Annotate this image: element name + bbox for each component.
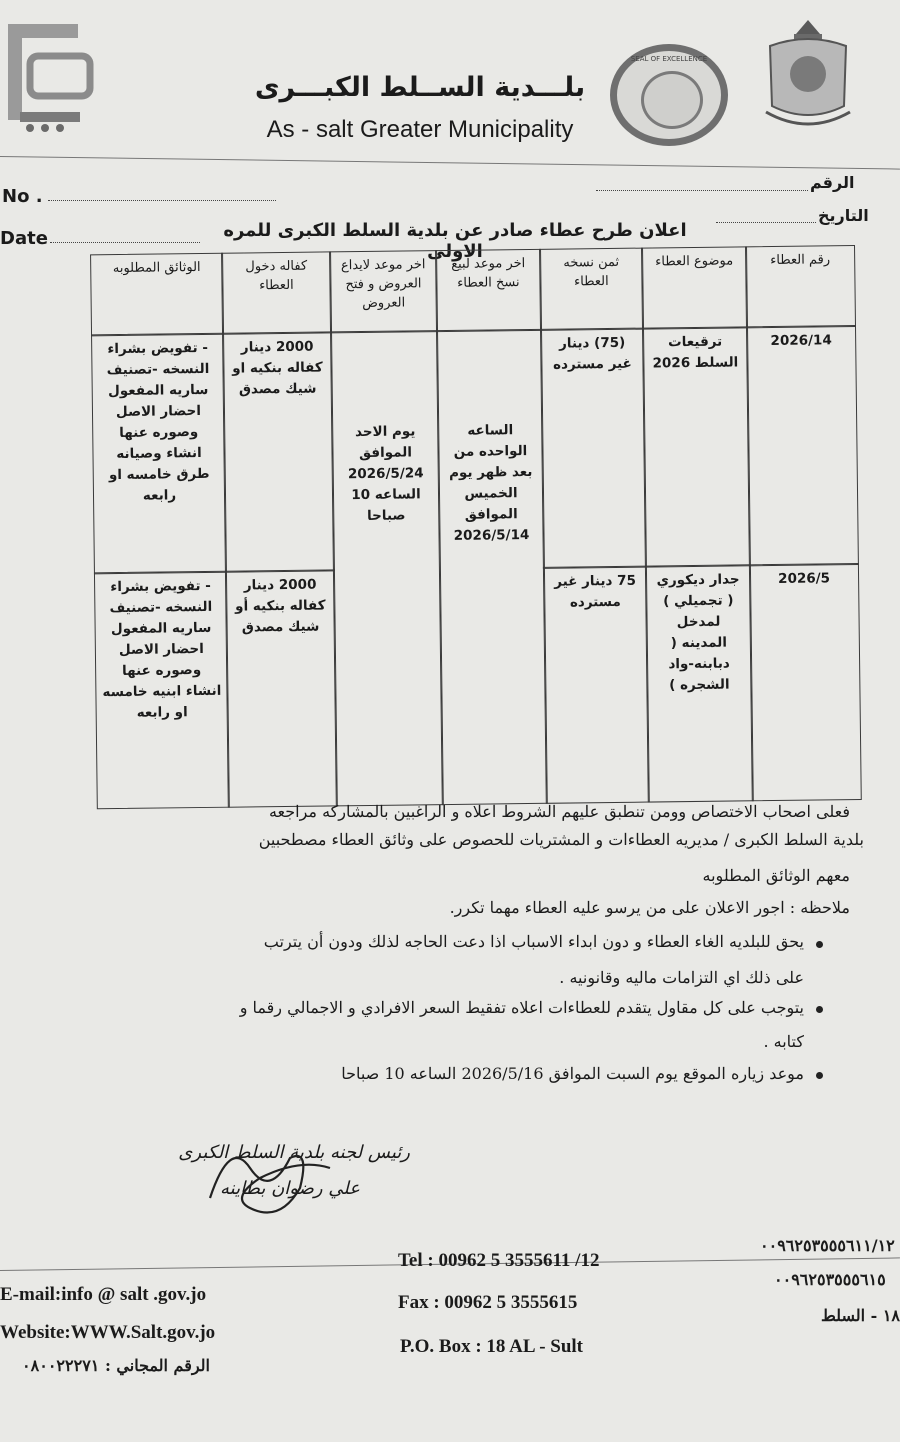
header-copy-price: ثمن نسخه العطاء: [539, 248, 644, 331]
municipality-name-arabic: بلـــدية الســلط الكبـــرى: [254, 72, 586, 103]
date-dotted-line-english: [50, 242, 200, 243]
bullet2-line-1: يتوجب على كل مقاول يتقدم للعطاءات اعلاه تفقيط السعر الافرادي و الاجمالي رقما و: [239, 998, 804, 1017]
row1-documents: - تفويض بشراء النسخه -تصنيف ساريه المفعول احضار الاصل وصوره عنها انشاء وصيانه طرق خامسه او رابعه: [91, 333, 227, 575]
row2-guarantee: 2000 دينار كفاله بنكيه أو شيك مصدق: [225, 569, 338, 807]
footer-fax: Fax : 00962 5 3555615: [398, 1292, 578, 1313]
footer-email: E-mail:info @ salt .gov.jo: [0, 1284, 207, 1305]
footer-tel-arabic: ٠٠٩٦٢٥٣٥٥٥٦١١/١٢: [760, 1236, 895, 1255]
row1-subject: ترقيعات السلط 2026: [642, 326, 751, 567]
date-dotted-line-arabic: [716, 222, 816, 223]
header-tender-subject: موضوع العطاء: [641, 246, 748, 329]
header-submission-deadline: اخر موعد لايداع العروض و فتح العروض: [329, 250, 438, 333]
row2-subject: جدار ديكوري ( تجميلي ) لمدخل المدينه ( دبابنه-واد الشجره ): [645, 564, 754, 802]
municipality-name-english: As - salt Greater Municipality: [266, 116, 574, 143]
footer-pobox: P.O. Box : 18 AL - Sult: [400, 1336, 584, 1357]
royal-crest-logo: [748, 12, 868, 132]
header-divider: [0, 156, 900, 170]
bullet-dot: [816, 941, 823, 948]
footer-city-arabic: ١٨ - السلط: [820, 1306, 900, 1325]
notice-title: اعلان طرح عطاء صادر عن بلدية السلط الكبرى للمره الاولى: [223, 220, 687, 262]
header-tender-number: رقم العطاء: [745, 245, 856, 328]
paragraph-line-3: معهم الوثائق المطلوبه: [702, 866, 850, 885]
seal-of-excellence-logo: [610, 44, 728, 146]
footer-freephone: الرقم المجاني : ٠٨٠٠٢٢٢٧١: [22, 1356, 210, 1375]
header-required-documents: الوثائق المطلوبه: [90, 253, 224, 337]
row1-guarantee: 2000 دينار كفاله بنكيه او شيك مصدق: [222, 331, 335, 572]
header-entry-guarantee: كفاله دخول العطاء: [221, 251, 332, 334]
bullet1-line-2: على ذلك اي التزامات ماليه وقانونيه .: [559, 968, 804, 987]
footer-website: Website:WWW.Salt.gov.jo: [0, 1322, 216, 1343]
note-line: ملاحظه : اجور الاعلان على من يرسو عليه العطاء مهما تكرر.: [449, 898, 850, 917]
number-label-english: No .: [2, 186, 43, 207]
sale-deadline-cell: الساعه الواحده من بعد ظهر يوم الخميس الموافق 2026/5/14: [436, 329, 548, 805]
signature-title: رئيس لجنه بلدية السلط الكبرى: [178, 1142, 410, 1163]
number-dotted-line-arabic: [596, 190, 808, 191]
city-logo: [0, 16, 110, 136]
paragraph-line-1: فعلى اصحاب الاختصاص وومن تنطبق عليهم الشروط اعلاه و الراغبين بالمشاركه مراجعه: [268, 802, 850, 821]
row2-tender-number: 2026/5: [749, 563, 862, 801]
date-label-arabic: التاريخ: [818, 206, 869, 225]
paragraph-line-2: بلدية السلط الكبرى / مديريه العطاءات و المشتريات للحصوص على وثائق العطاء مصطحبين: [258, 830, 864, 849]
row1-tender-number: 2026/14: [746, 325, 859, 566]
bullet1-line-1: يحق للبلديه الغاء العطاء و دون ابداء الاسباب اذا دعت الحاجه لذلك ودون أن يترتب: [263, 932, 804, 951]
submission-deadline-cell: يوم الاحد الموافق 2026/5/24 الساعه 10 صباحا: [330, 330, 444, 806]
seal-text: SEAL OF EXCELLENCE: [630, 55, 708, 63]
footer-tel: Tel : 00962 5 3555611 /12: [398, 1250, 600, 1271]
row2-documents: - تفويض بشراء النسخه -تصنيف ساريه المفعول احضار الاصل وصوره عنها انشاء ابنيه خامسه او رابعه: [94, 571, 230, 810]
row2-price: 75 دينار غير مسترده: [543, 566, 650, 804]
footer-fax-arabic: ٠٠٩٦٢٥٣٥٥٥٦١٥: [774, 1270, 886, 1289]
number-label-arabic: الرقم: [810, 173, 855, 192]
row1-price: (75) دينار غير مسترده: [540, 328, 647, 569]
bullet-dot: [816, 1006, 823, 1013]
signature-name: علي رضوان بطاينه: [220, 1178, 360, 1199]
date-label-english: Date: [0, 228, 48, 249]
header-sale-deadline: اخر موعد لبيع نسخ العطاء: [435, 249, 542, 332]
handwritten-signature: [190, 1128, 340, 1228]
tender-table: [90, 245, 862, 809]
bullet3-line: موعد زياره الموقع يوم السبت الموافق 2026/5/16 الساعه 10 صباحا: [341, 1064, 804, 1083]
bullet-dot: [816, 1072, 823, 1079]
bullet2-line-2: كتابه .: [763, 1032, 804, 1051]
number-dotted-line-english: [48, 200, 276, 201]
